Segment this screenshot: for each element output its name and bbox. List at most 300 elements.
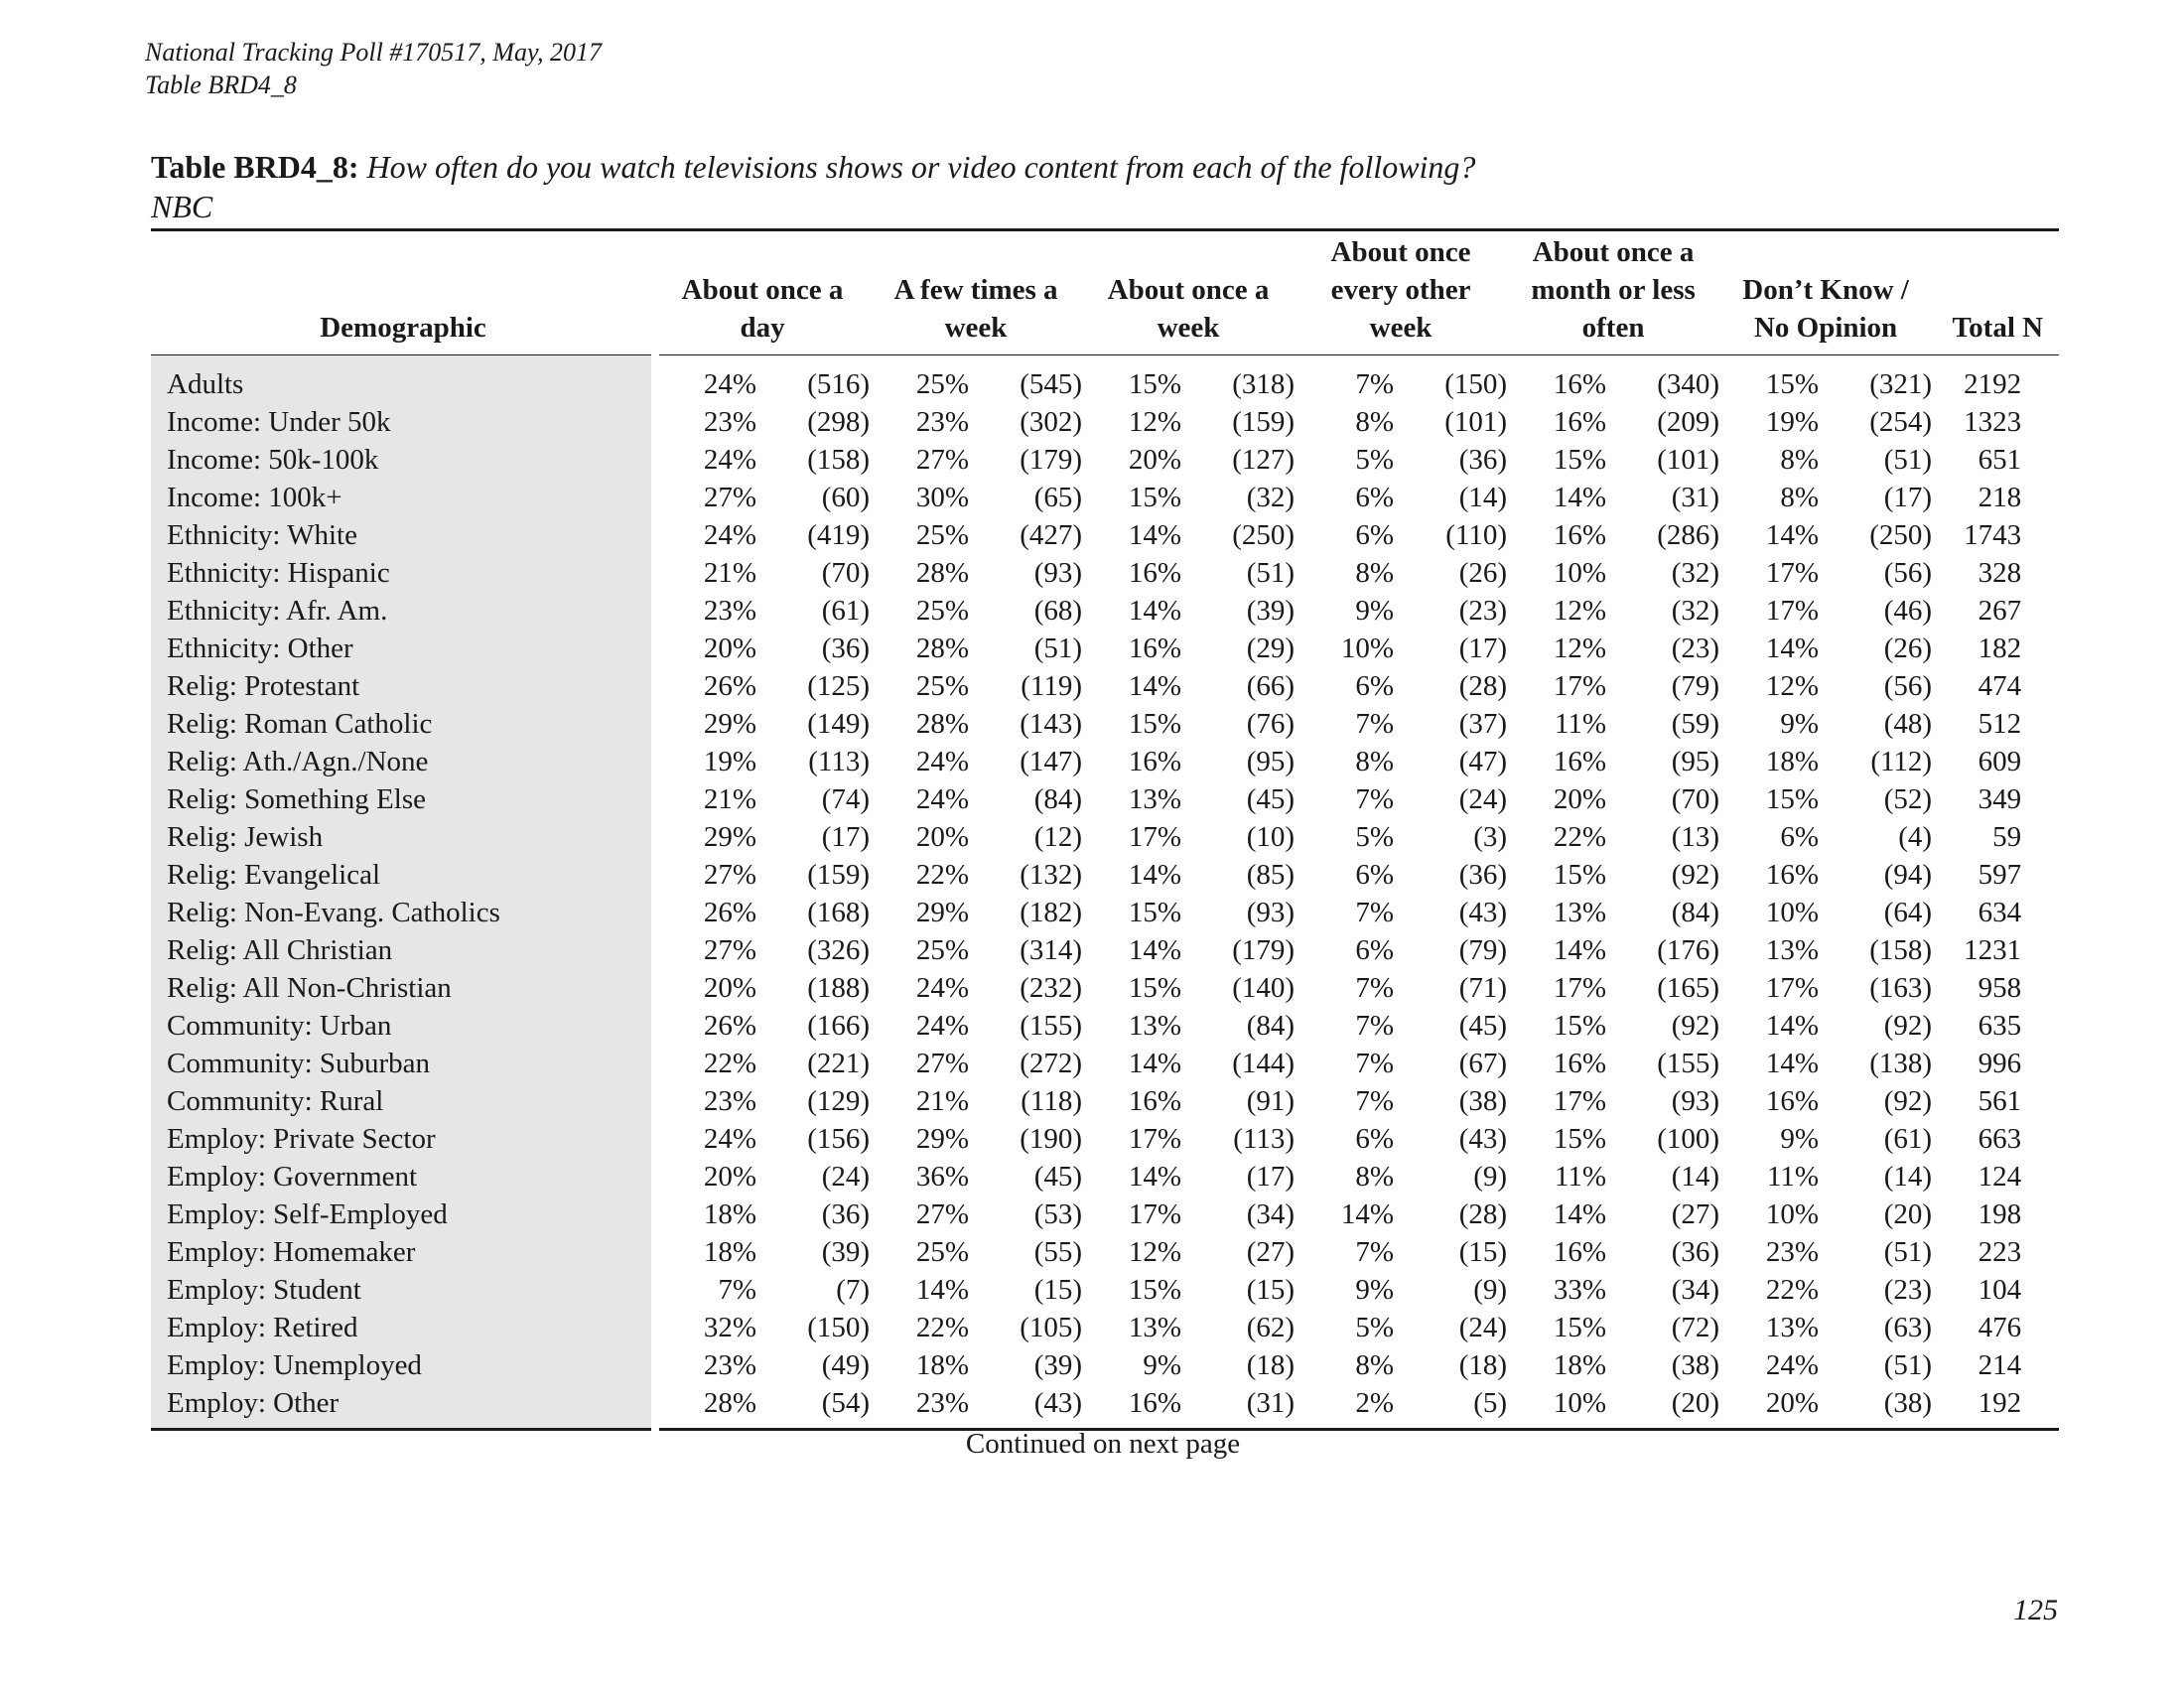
cell-count: (49) bbox=[821, 1349, 871, 1381]
cell-percent: 7% bbox=[1355, 708, 1395, 740]
cell-count: (54) bbox=[821, 1387, 871, 1419]
cell-percent: 15% bbox=[1128, 972, 1182, 1004]
cell-count: (31) bbox=[1671, 482, 1720, 513]
cell-count: (60) bbox=[821, 482, 871, 513]
table-row bbox=[151, 630, 2059, 667]
cell-percent: 15% bbox=[1553, 444, 1607, 476]
cell-count: (318) bbox=[1232, 368, 1296, 400]
row-label: Ethnicity: Hispanic bbox=[151, 554, 655, 592]
cell-percent: 9% bbox=[1780, 1123, 1820, 1155]
cell-percent: 9% bbox=[1780, 708, 1820, 740]
cell-percent: 30% bbox=[915, 482, 970, 513]
cell-count: (26) bbox=[1883, 633, 1933, 664]
poll-name: National Tracking Poll #170517, May, 2017 bbox=[145, 38, 603, 67]
cell-count: (9) bbox=[1473, 1161, 1508, 1193]
cell-count: (129) bbox=[807, 1085, 871, 1117]
cell-count: (48) bbox=[1883, 708, 1933, 740]
cell-count: (92) bbox=[1883, 1010, 1933, 1042]
cell-percent: 15% bbox=[1128, 1274, 1182, 1306]
cell-count: (165) bbox=[1657, 972, 1720, 1004]
row-label: Relig: Evangelical bbox=[151, 856, 655, 894]
row-label: Employ: Homemaker bbox=[151, 1233, 655, 1271]
cell-percent: 23% bbox=[703, 595, 756, 627]
cell-count: (36) bbox=[1458, 859, 1508, 891]
cell-count: (326) bbox=[807, 934, 871, 966]
row-label: Relig: Protestant bbox=[151, 667, 655, 705]
table-row bbox=[151, 403, 2059, 441]
table-title-label: Table BRD4_8: bbox=[151, 149, 359, 185]
col-header-once-a-week: About once a week bbox=[1107, 274, 1270, 344]
cell-percent: 16% bbox=[1553, 406, 1607, 438]
cell-percent: 14% bbox=[1128, 1048, 1182, 1079]
cell-percent: 13% bbox=[1553, 897, 1607, 928]
row-label: Employ: Self-Employed bbox=[151, 1196, 655, 1233]
cell-percent: 11% bbox=[1554, 1161, 1607, 1193]
cell-percent: 15% bbox=[1128, 708, 1182, 740]
cell-count: (64) bbox=[1883, 897, 1933, 928]
cell-count: (125) bbox=[807, 670, 871, 702]
cell-percent: 6% bbox=[1780, 821, 1820, 853]
cell-count: (272) bbox=[1020, 1048, 1083, 1079]
cell-total: 609 bbox=[1978, 746, 2022, 777]
cell-count: (179) bbox=[1020, 444, 1083, 476]
cell-count: (61) bbox=[821, 595, 871, 627]
row-label: Relig: All Non-Christian bbox=[151, 969, 655, 1007]
cell-percent: 20% bbox=[703, 972, 756, 1004]
cell-count: (27) bbox=[1671, 1198, 1720, 1230]
cell-percent: 16% bbox=[1765, 1085, 1820, 1117]
cell-percent: 16% bbox=[1128, 633, 1182, 664]
cell-count: (45) bbox=[1033, 1161, 1083, 1193]
cell-count: (91) bbox=[1246, 1085, 1296, 1117]
cell-count: (55) bbox=[1033, 1236, 1083, 1268]
cell-percent: 20% bbox=[1128, 444, 1182, 476]
cell-count: (45) bbox=[1246, 783, 1296, 815]
table-body bbox=[151, 355, 2059, 1430]
cell-count: (168) bbox=[807, 897, 871, 928]
cell-count: (51) bbox=[1246, 557, 1296, 589]
col-header-total-n: Total N bbox=[1952, 312, 2044, 344]
cell-percent: 14% bbox=[1128, 859, 1182, 891]
page-header bbox=[145, 36, 602, 101]
cell-total: 597 bbox=[1978, 859, 2022, 891]
cell-percent: 25% bbox=[915, 670, 970, 702]
cell-total: 2192 bbox=[1964, 368, 2022, 400]
table-row bbox=[151, 1233, 2059, 1271]
cell-total: 223 bbox=[1978, 1236, 2022, 1268]
cell-percent: 29% bbox=[915, 897, 970, 928]
cell-count: (92) bbox=[1671, 1010, 1720, 1042]
cell-percent: 32% bbox=[703, 1312, 756, 1343]
row-label: Ethnicity: Afr. Am. bbox=[151, 592, 655, 630]
cell-count: (112) bbox=[1870, 746, 1933, 777]
cell-percent: 23% bbox=[703, 1085, 756, 1117]
cell-percent: 6% bbox=[1355, 859, 1395, 891]
cell-count: (150) bbox=[807, 1312, 871, 1343]
cell-count: (31) bbox=[1246, 1387, 1296, 1419]
cell-count: (119) bbox=[1021, 670, 1083, 702]
cell-percent: 26% bbox=[703, 897, 756, 928]
row-label: Relig: Jewish bbox=[151, 818, 655, 856]
cell-percent: 27% bbox=[915, 1048, 970, 1079]
cell-percent: 20% bbox=[1765, 1387, 1820, 1419]
row-label: Employ: Student bbox=[151, 1271, 655, 1309]
cell-total: 1743 bbox=[1964, 519, 2022, 551]
cell-count: (52) bbox=[1883, 783, 1933, 815]
cell-total: 192 bbox=[1978, 1387, 2022, 1419]
cell-percent: 22% bbox=[703, 1048, 756, 1079]
col-header-few-times-week: A few times a week bbox=[893, 274, 1058, 344]
cell-count: (163) bbox=[1869, 972, 1933, 1004]
cell-percent: 16% bbox=[1553, 746, 1607, 777]
cell-count: (17) bbox=[1883, 482, 1933, 513]
cell-count: (182) bbox=[1020, 897, 1083, 928]
cell-percent: 14% bbox=[1128, 670, 1182, 702]
cell-percent: 24% bbox=[915, 746, 970, 777]
cell-count: (66) bbox=[1246, 670, 1296, 702]
cell-percent: 6% bbox=[1355, 1123, 1395, 1155]
cell-percent: 17% bbox=[1553, 972, 1607, 1004]
cell-percent: 7% bbox=[1355, 897, 1395, 928]
cell-percent: 13% bbox=[1128, 1312, 1182, 1343]
cell-count: (158) bbox=[1869, 934, 1933, 966]
cell-count: (79) bbox=[1458, 934, 1508, 966]
cell-count: (56) bbox=[1883, 670, 1933, 702]
cell-percent: 15% bbox=[1765, 783, 1820, 815]
cell-percent: 16% bbox=[1553, 1236, 1607, 1268]
cell-count: (110) bbox=[1445, 519, 1508, 551]
table-row bbox=[151, 1045, 2059, 1082]
cell-percent: 7% bbox=[1355, 972, 1395, 1004]
cell-count: (545) bbox=[1020, 368, 1083, 400]
row-label: Income: 100k+ bbox=[151, 479, 655, 516]
cell-count: (314) bbox=[1020, 934, 1083, 966]
cell-count: (51) bbox=[1883, 1349, 1933, 1381]
cell-count: (39) bbox=[821, 1236, 871, 1268]
cell-percent: 9% bbox=[1355, 595, 1395, 627]
cell-count: (209) bbox=[1657, 406, 1720, 438]
cell-count: (94) bbox=[1883, 859, 1933, 891]
row-label: Ethnicity: White bbox=[151, 516, 655, 554]
cell-percent: 21% bbox=[703, 783, 756, 815]
cell-percent: 14% bbox=[1128, 1161, 1182, 1193]
cell-count: (29) bbox=[1246, 633, 1296, 664]
cell-percent: 28% bbox=[915, 633, 970, 664]
cell-count: (188) bbox=[807, 972, 871, 1004]
table-row bbox=[151, 516, 2059, 554]
cell-count: (147) bbox=[1020, 746, 1083, 777]
cell-count: (24) bbox=[1458, 783, 1508, 815]
table-row bbox=[151, 1271, 2059, 1309]
cell-percent: 10% bbox=[1765, 1198, 1820, 1230]
cell-percent: 23% bbox=[915, 406, 970, 438]
cell-count: (132) bbox=[1020, 859, 1083, 891]
cell-count: (53) bbox=[1033, 1198, 1083, 1230]
table-row bbox=[151, 1007, 2059, 1045]
cell-total: 663 bbox=[1978, 1123, 2022, 1155]
table-row bbox=[151, 969, 2059, 1007]
cell-count: (155) bbox=[1657, 1048, 1720, 1079]
cell-total: 124 bbox=[1978, 1161, 2022, 1193]
cell-total: 634 bbox=[1978, 897, 2022, 928]
cell-count: (79) bbox=[1671, 670, 1720, 702]
cell-percent: 16% bbox=[1128, 1387, 1182, 1419]
cell-percent: 36% bbox=[915, 1161, 970, 1193]
table-row bbox=[151, 818, 2059, 856]
cell-percent: 17% bbox=[1765, 972, 1820, 1004]
row-label: Adults bbox=[151, 355, 655, 404]
cell-count: (149) bbox=[807, 708, 871, 740]
cell-count: (15) bbox=[1033, 1274, 1083, 1306]
table-row bbox=[151, 1158, 2059, 1196]
cell-count: (18) bbox=[1458, 1349, 1508, 1381]
cell-count: (61) bbox=[1883, 1123, 1933, 1155]
cell-percent: 24% bbox=[915, 1010, 970, 1042]
cell-count: (113) bbox=[808, 746, 871, 777]
cell-count: (84) bbox=[1246, 1010, 1296, 1042]
cell-count: (232) bbox=[1020, 972, 1083, 1004]
cell-percent: 18% bbox=[915, 1349, 970, 1381]
cell-total: 328 bbox=[1978, 557, 2022, 589]
row-label: Community: Rural bbox=[151, 1082, 655, 1120]
cell-count: (72) bbox=[1671, 1312, 1720, 1343]
cell-count: (65) bbox=[1033, 482, 1083, 513]
cell-percent: 15% bbox=[1128, 897, 1182, 928]
cell-percent: 12% bbox=[1553, 595, 1607, 627]
cell-total: 476 bbox=[1978, 1312, 2022, 1343]
cell-percent: 16% bbox=[1765, 859, 1820, 891]
cell-count: (37) bbox=[1458, 708, 1508, 740]
cell-percent: 2% bbox=[1355, 1387, 1395, 1419]
cell-percent: 16% bbox=[1553, 519, 1607, 551]
cell-percent: 14% bbox=[1128, 934, 1182, 966]
cell-total: 474 bbox=[1978, 670, 2022, 702]
cell-percent: 13% bbox=[1128, 783, 1182, 815]
cell-count: (158) bbox=[807, 444, 871, 476]
cell-count: (150) bbox=[1444, 368, 1508, 400]
cell-count: (176) bbox=[1657, 934, 1720, 966]
cell-percent: 7% bbox=[718, 1274, 756, 1306]
cell-count: (14) bbox=[1458, 482, 1508, 513]
cell-count: (155) bbox=[1020, 1010, 1083, 1042]
table-row bbox=[151, 1120, 2059, 1158]
table-row bbox=[151, 856, 2059, 894]
cell-percent: 18% bbox=[1553, 1349, 1607, 1381]
cell-count: (93) bbox=[1033, 557, 1083, 589]
cell-total: 59 bbox=[1992, 821, 2022, 853]
cell-count: (28) bbox=[1458, 670, 1508, 702]
cell-count: (18) bbox=[1246, 1349, 1296, 1381]
cell-count: (51) bbox=[1883, 444, 1933, 476]
table-row bbox=[151, 355, 2059, 404]
cell-count: (92) bbox=[1883, 1085, 1933, 1117]
cell-count: (93) bbox=[1671, 1085, 1720, 1117]
cell-total: 198 bbox=[1978, 1198, 2022, 1230]
cell-count: (26) bbox=[1458, 557, 1508, 589]
cell-percent: 5% bbox=[1355, 1312, 1395, 1343]
cell-percent: 7% bbox=[1355, 1010, 1395, 1042]
cell-count: (32) bbox=[1671, 595, 1720, 627]
row-label: Employ: Unemployed bbox=[151, 1346, 655, 1384]
cell-percent: 26% bbox=[703, 1010, 756, 1042]
cell-percent: 22% bbox=[915, 859, 970, 891]
cell-percent: 14% bbox=[1765, 519, 1820, 551]
cell-count: (321) bbox=[1869, 368, 1933, 400]
cell-percent: 14% bbox=[1765, 1010, 1820, 1042]
cell-percent: 7% bbox=[1355, 1236, 1395, 1268]
cell-total: 996 bbox=[1978, 1048, 2022, 1079]
cell-count: (221) bbox=[807, 1048, 871, 1079]
cell-count: (250) bbox=[1869, 519, 1933, 551]
cell-count: (84) bbox=[1033, 783, 1083, 815]
cell-percent: 29% bbox=[703, 708, 756, 740]
row-label: Relig: Non-Evang. Catholics bbox=[151, 894, 655, 931]
cell-count: (39) bbox=[1033, 1349, 1083, 1381]
cell-percent: 15% bbox=[1765, 368, 1820, 400]
cell-percent: 6% bbox=[1355, 519, 1395, 551]
cell-percent: 17% bbox=[1765, 557, 1820, 589]
cell-percent: 12% bbox=[1765, 670, 1820, 702]
cell-percent: 8% bbox=[1355, 406, 1395, 438]
cell-count: (302) bbox=[1020, 406, 1083, 438]
cell-percent: 25% bbox=[915, 368, 970, 400]
cell-percent: 5% bbox=[1355, 821, 1395, 853]
cell-total: 1323 bbox=[1964, 406, 2022, 438]
cell-percent: 13% bbox=[1128, 1010, 1182, 1042]
row-label: Relig: Ath./Agn./None bbox=[151, 743, 655, 780]
cell-count: (17) bbox=[1458, 633, 1508, 664]
cell-count: (250) bbox=[1232, 519, 1296, 551]
row-label: Income: Under 50k bbox=[151, 403, 655, 441]
cell-percent: 23% bbox=[915, 1387, 970, 1419]
cell-count: (17) bbox=[1246, 1161, 1296, 1193]
table-row bbox=[151, 667, 2059, 705]
cell-count: (92) bbox=[1671, 859, 1720, 891]
cell-count: (340) bbox=[1657, 368, 1720, 400]
cell-percent: 16% bbox=[1128, 1085, 1182, 1117]
cell-count: (71) bbox=[1458, 972, 1508, 1004]
cell-count: (95) bbox=[1246, 746, 1296, 777]
cell-percent: 18% bbox=[703, 1198, 756, 1230]
crosstab-table bbox=[151, 228, 2059, 1431]
cell-percent: 7% bbox=[1355, 783, 1395, 815]
table-question: How often do you watch televisions shows or video content from each of the following? bbox=[366, 149, 1476, 185]
row-label: Relig: All Christian bbox=[151, 931, 655, 969]
row-label: Community: Suburban bbox=[151, 1045, 655, 1082]
cell-percent: 17% bbox=[1765, 595, 1820, 627]
cell-percent: 14% bbox=[1340, 1198, 1395, 1230]
col-header-every-other-week: About once every other week bbox=[1330, 236, 1471, 344]
table-subject: NBC bbox=[151, 189, 213, 224]
cell-count: (23) bbox=[1883, 1274, 1933, 1306]
cell-percent: 5% bbox=[1355, 444, 1395, 476]
cell-percent: 11% bbox=[1766, 1161, 1820, 1193]
cell-total: 651 bbox=[1978, 444, 2022, 476]
cell-count: (34) bbox=[1246, 1198, 1296, 1230]
cell-percent: 13% bbox=[1765, 1312, 1820, 1343]
cell-count: (56) bbox=[1883, 557, 1933, 589]
row-label: Relig: Roman Catholic bbox=[151, 705, 655, 743]
row-label: Income: 50k-100k bbox=[151, 441, 655, 479]
cell-percent: 14% bbox=[1128, 519, 1182, 551]
cell-percent: 28% bbox=[915, 557, 970, 589]
cell-count: (38) bbox=[1671, 1349, 1720, 1381]
cell-count: (62) bbox=[1246, 1312, 1296, 1343]
cell-percent: 15% bbox=[1553, 859, 1607, 891]
cell-percent: 14% bbox=[915, 1274, 970, 1306]
col-header-demographic: Demographic bbox=[320, 312, 486, 344]
cell-percent: 8% bbox=[1355, 1349, 1395, 1381]
cell-percent: 16% bbox=[1128, 746, 1182, 777]
cell-count: (13) bbox=[1671, 821, 1720, 853]
cell-percent: 9% bbox=[1355, 1274, 1395, 1306]
cell-count: (10) bbox=[1246, 821, 1296, 853]
table-row bbox=[151, 1082, 2059, 1120]
row-label: Relig: Something Else bbox=[151, 780, 655, 818]
cell-count: (144) bbox=[1232, 1048, 1296, 1079]
page-number: 125 bbox=[2013, 1594, 2058, 1626]
cell-count: (17) bbox=[821, 821, 871, 853]
cell-percent: 13% bbox=[1765, 934, 1820, 966]
cell-percent: 17% bbox=[1128, 821, 1182, 853]
cell-percent: 7% bbox=[1355, 1048, 1395, 1079]
cell-count: (4) bbox=[1898, 821, 1933, 853]
cell-percent: 25% bbox=[915, 1236, 970, 1268]
cell-percent: 15% bbox=[1553, 1123, 1607, 1155]
cell-percent: 18% bbox=[1765, 746, 1820, 777]
cell-count: (36) bbox=[1458, 444, 1508, 476]
table-row bbox=[151, 554, 2059, 592]
cell-count: (63) bbox=[1883, 1312, 1933, 1343]
cell-count: (59) bbox=[1671, 708, 1720, 740]
cell-count: (38) bbox=[1458, 1085, 1508, 1117]
row-label: Employ: Retired bbox=[151, 1309, 655, 1346]
cell-percent: 15% bbox=[1553, 1312, 1607, 1343]
cell-count: (427) bbox=[1020, 519, 1083, 551]
cell-percent: 8% bbox=[1355, 1161, 1395, 1193]
cell-count: (23) bbox=[1458, 595, 1508, 627]
cell-count: (7) bbox=[836, 1274, 871, 1306]
cell-count: (70) bbox=[1671, 783, 1720, 815]
cell-count: (36) bbox=[1671, 1236, 1720, 1268]
cell-percent: 20% bbox=[915, 821, 970, 853]
cell-count: (24) bbox=[821, 1161, 871, 1193]
table-row bbox=[151, 931, 2059, 969]
col-header-dont-know: Don’t Know / No Opinion bbox=[1742, 274, 1909, 344]
cell-percent: 22% bbox=[1553, 821, 1607, 853]
cell-percent: 11% bbox=[1554, 708, 1607, 740]
cell-total: 349 bbox=[1978, 783, 2022, 815]
cell-percent: 22% bbox=[1765, 1274, 1820, 1306]
cell-percent: 8% bbox=[1355, 746, 1395, 777]
cell-count: (34) bbox=[1671, 1274, 1720, 1306]
cell-percent: 25% bbox=[915, 519, 970, 551]
cell-count: (9) bbox=[1473, 1274, 1508, 1306]
cell-total: 635 bbox=[1978, 1010, 2022, 1042]
row-label: Employ: Other bbox=[151, 1384, 655, 1430]
cell-percent: 12% bbox=[1128, 406, 1182, 438]
cell-percent: 8% bbox=[1780, 482, 1820, 513]
cell-count: (3) bbox=[1473, 821, 1508, 853]
cell-percent: 24% bbox=[703, 444, 756, 476]
cell-count: (159) bbox=[1232, 406, 1296, 438]
table-row bbox=[151, 1346, 2059, 1384]
cell-total: 267 bbox=[1978, 595, 2022, 627]
cell-count: (51) bbox=[1883, 1236, 1933, 1268]
cell-percent: 16% bbox=[1553, 368, 1607, 400]
cell-count: (100) bbox=[1657, 1123, 1720, 1155]
cell-percent: 14% bbox=[1553, 1198, 1607, 1230]
